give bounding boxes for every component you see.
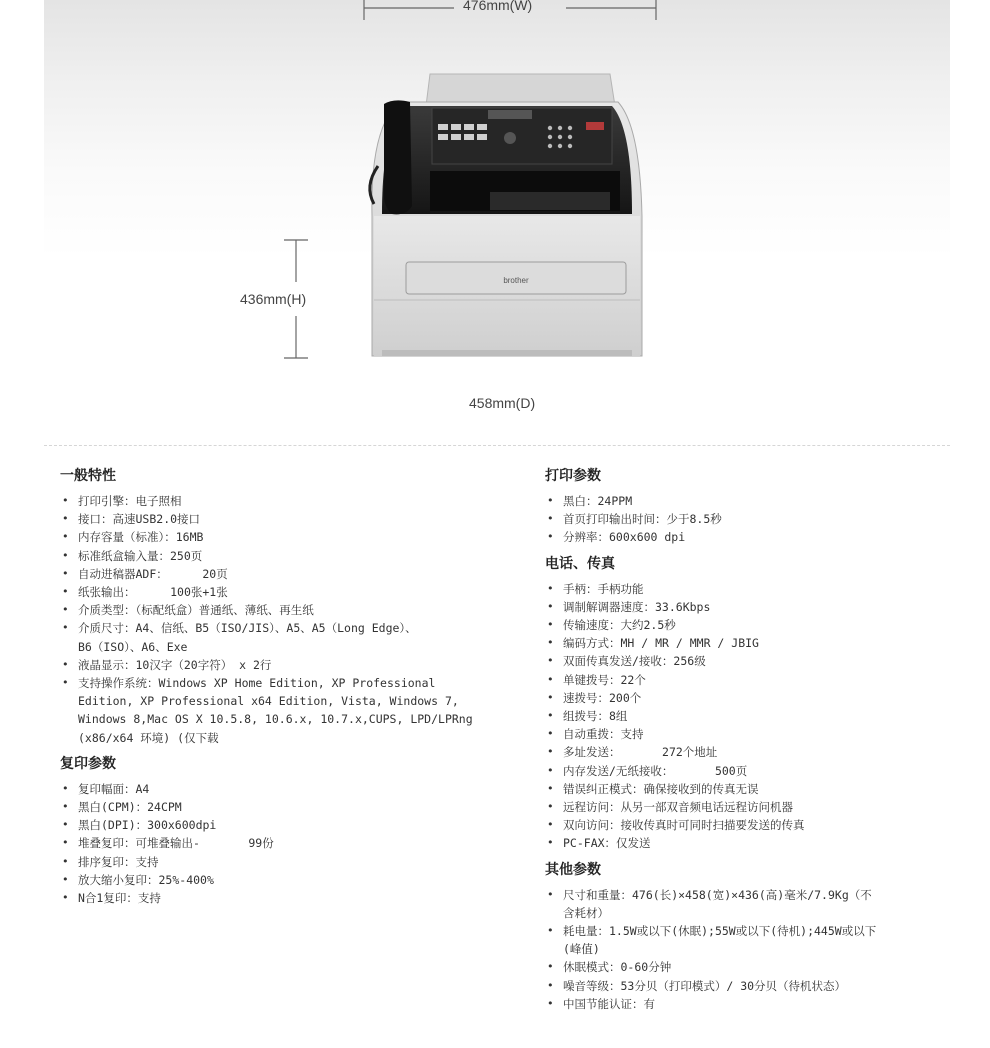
fax-specs-list: [545, 580, 945, 853]
list-item: • 速拨号：200个: [545, 689, 945, 707]
list-item: • 黑白：24PPM: [545, 492, 945, 510]
list-item: • 介质类型：（标配纸盒）普通纸、薄纸、再生纸: [60, 601, 480, 619]
list-item: • 组拨号：8组: [545, 707, 945, 725]
list-item: • 打印引擎：电子照相: [60, 492, 480, 510]
list-item: • 中国节能认证：有: [545, 995, 945, 1013]
list-item: • 内存发送/无纸接收： 500页: [545, 762, 945, 780]
list-item: • 放大缩小复印：25%-400%: [60, 871, 480, 889]
list-item: • 标准纸盒输入量：250页: [60, 547, 480, 565]
list-item: • 自动重拨：支持: [545, 725, 945, 743]
list-item: • 排序复印：支持: [60, 853, 480, 871]
list-item: • PC-FAX：仅发送: [545, 834, 945, 852]
list-item: • 双面传真发送/接收：256级: [545, 652, 945, 670]
list-item: • 传输速度：大约2.5秒: [545, 616, 945, 634]
general-specs-title: 一般特性: [60, 468, 116, 484]
list-item: • 介质尺寸：A4、信纸、B5（ISO/JIS）、A5、A5（Long Edge）、 B6（ISO）、A6、Exe: [60, 619, 480, 655]
list-item: • 休眠模式：0-60分钟: [545, 958, 945, 976]
list-item: • 堆叠复印：可堆叠输出- 99份: [60, 834, 480, 852]
list-item: • 单键拨号：22个: [545, 671, 945, 689]
list-item: • 手柄：手柄功能: [545, 580, 945, 598]
list-item: • 分辨率：600x600 dpi: [545, 528, 945, 546]
list-item: • 多址发送： 272个地址: [545, 743, 945, 761]
list-item: • 黑白(DPI)：300x600dpi: [60, 816, 480, 834]
list-item: • 噪音等级：53分贝（打印模式）/ 30分贝（待机状态）: [545, 977, 945, 995]
list-item: • 编码方式：MH / MR / MMR / JBIG: [545, 634, 945, 652]
list-item: • 尺寸和重量：476(长)×458(宽)×436(高)毫米/7.9Kg（不 含耗材）: [545, 886, 945, 922]
copy-specs-list: [60, 780, 480, 907]
list-item: • 内存容量（标准）：16MB: [60, 528, 480, 546]
list-item: • N合1复印：支持: [60, 889, 480, 907]
left-spec-column: [60, 466, 480, 914]
list-item: • 调制解调器速度：33.6Kbps: [545, 598, 945, 616]
list-item: • 液晶显示：10汉字（20字符） x 2行: [60, 656, 480, 674]
width-label: 476mm(W): [463, 0, 533, 13]
print-specs-list: [545, 492, 945, 547]
other-specs-list: [545, 886, 945, 1013]
copy-specs-title: 复印参数: [60, 755, 116, 772]
list-item: • 复印幅面：A4: [60, 780, 480, 798]
right-spec-column: [545, 466, 945, 1020]
list-item: • 纸张输出： 100张+1张: [60, 583, 480, 601]
fax-printer-image: [360, 66, 650, 366]
list-item: • 自动进稿器ADF： 20页: [60, 565, 480, 583]
brand-logo-text: brother: [503, 276, 529, 285]
list-item: • 双向访问：接收传真时可同时扫描要发送的传真: [545, 816, 945, 834]
general-specs-list: [60, 492, 480, 747]
list-item: • 首页打印输出时间：少于8.5秒: [545, 510, 945, 528]
list-item: • 黑白(CPM)：24CPM: [60, 798, 480, 816]
height-label: 436mm(H): [240, 291, 307, 307]
list-item: • 耗电量：1.5W或以下(休眠);55W或以下(待机);445W或以下 (峰值): [545, 922, 945, 958]
print-specs-title: 打印参数: [545, 468, 601, 484]
list-item: • 错误纠正模式：确保接收到的传真无误: [545, 780, 945, 798]
list-item: • 支持操作系统：Windows XP Home Edition, XP Professional Edition, XP Professional x64 Edition, Vista, Windows 7, Windows 8,Mac OS X 10.5.8, 10.6.x, 10.7.x,CUPS, LPD/LPRng (x86/x64 环境) (仅下载: [60, 674, 480, 747]
other-specs-title: 其他参数: [545, 861, 601, 878]
depth-label: 458mm(D): [469, 395, 536, 411]
section-divider: [44, 445, 950, 446]
list-item: • 接口：高速USB2.0接口: [60, 510, 480, 528]
list-item: • 远程访问：从另一部双音频电话远程访问机器: [545, 798, 945, 816]
fax-specs-title: 电话、传真: [545, 555, 615, 572]
